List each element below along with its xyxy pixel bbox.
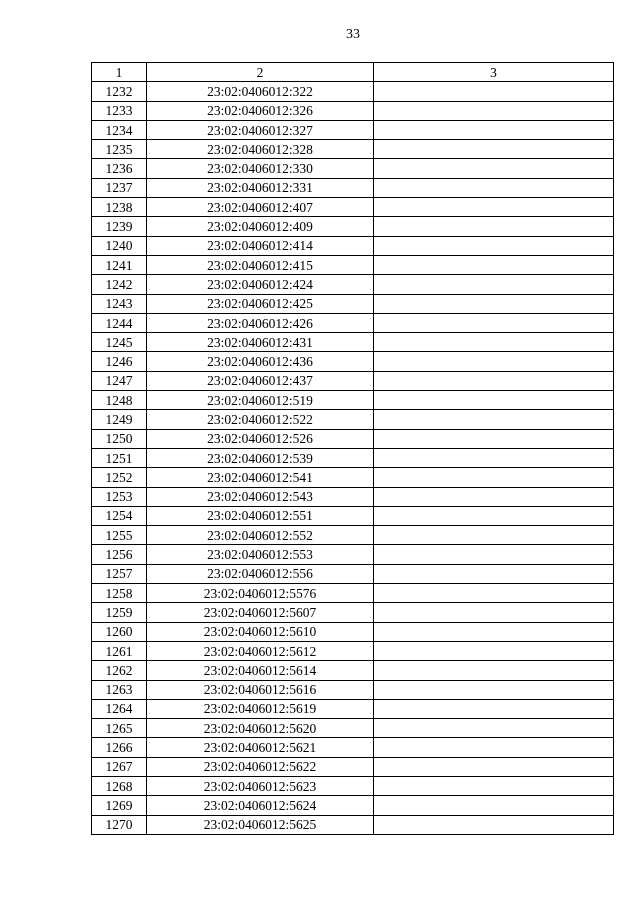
- table-row: [92, 313, 614, 332]
- row-number-cell: 1259: [92, 603, 147, 622]
- row-number-cell: 1243: [92, 294, 147, 313]
- cadastral-number-cell: 23:02:0406012:409: [147, 217, 374, 236]
- note-cell: [374, 680, 614, 699]
- table-row: [92, 120, 614, 139]
- cadastral-number-cell: 23:02:0406012:437: [147, 371, 374, 390]
- note-cell: [374, 448, 614, 467]
- row-number-cell: 1250: [92, 429, 147, 448]
- table-row: [92, 584, 614, 603]
- note-cell: [374, 352, 614, 371]
- note-cell: [374, 738, 614, 757]
- cadastral-number-cell: 23:02:0406012:425: [147, 294, 374, 313]
- row-number-cell: 1263: [92, 680, 147, 699]
- row-number-cell: 1232: [92, 82, 147, 101]
- cadastral-number-cell: 23:02:0406012:5623: [147, 776, 374, 795]
- table-row: [92, 641, 614, 660]
- row-number-cell: 1257: [92, 564, 147, 583]
- table-row: [92, 352, 614, 371]
- note-cell: [374, 275, 614, 294]
- row-number-cell: 1254: [92, 506, 147, 525]
- cadastral-number-cell: 23:02:0406012:541: [147, 468, 374, 487]
- row-number-cell: 1248: [92, 391, 147, 410]
- row-number-cell: 1253: [92, 487, 147, 506]
- cadastral-number-cell: 23:02:0406012:322: [147, 82, 374, 101]
- note-cell: [374, 82, 614, 101]
- note-cell: [374, 101, 614, 120]
- row-number-cell: 1261: [92, 641, 147, 660]
- note-cell: [374, 198, 614, 217]
- note-cell: [374, 468, 614, 487]
- row-number-cell: 1262: [92, 661, 147, 680]
- table-row: [92, 198, 614, 217]
- cadastral-number-cell: 23:02:0406012:5624: [147, 796, 374, 815]
- table-row: [92, 815, 614, 834]
- row-number-cell: 1252: [92, 468, 147, 487]
- cadastral-number-cell: 23:02:0406012:426: [147, 313, 374, 332]
- row-number-cell: 1247: [92, 371, 147, 390]
- cadastral-number-cell: 23:02:0406012:5619: [147, 699, 374, 718]
- note-cell: [374, 294, 614, 313]
- note-cell: [374, 371, 614, 390]
- cadastral-number-cell: 23:02:0406012:556: [147, 564, 374, 583]
- table-body: [92, 82, 614, 835]
- table-row: [92, 680, 614, 699]
- note-cell: [374, 429, 614, 448]
- cadastral-number-cell: 23:02:0406012:5614: [147, 661, 374, 680]
- row-number-cell: 1244: [92, 313, 147, 332]
- table-row: [92, 545, 614, 564]
- row-number-cell: 1234: [92, 120, 147, 139]
- table-row: [92, 333, 614, 352]
- table-header-row: [92, 63, 614, 82]
- note-cell: [374, 217, 614, 236]
- cadastral-number-cell: 23:02:0406012:436: [147, 352, 374, 371]
- note-cell: [374, 410, 614, 429]
- note-cell: [374, 255, 614, 274]
- cadastral-number-cell: 23:02:0406012:328: [147, 140, 374, 159]
- note-cell: [374, 313, 614, 332]
- table-row: [92, 699, 614, 718]
- note-cell: [374, 564, 614, 583]
- cadastral-number-cell: 23:02:0406012:326: [147, 101, 374, 120]
- cadastral-number-cell: 23:02:0406012:407: [147, 198, 374, 217]
- row-number-cell: 1270: [92, 815, 147, 834]
- note-cell: [374, 120, 614, 139]
- row-number-cell: 1255: [92, 526, 147, 545]
- note-cell: [374, 487, 614, 506]
- table-row: [92, 468, 614, 487]
- note-cell: [374, 719, 614, 738]
- row-number-cell: 1264: [92, 699, 147, 718]
- row-number-cell: 1251: [92, 448, 147, 467]
- table-row: [92, 429, 614, 448]
- cadastral-number-cell: 23:02:0406012:5621: [147, 738, 374, 757]
- row-number-cell: 1266: [92, 738, 147, 757]
- cadastral-number-cell: 23:02:0406012:331: [147, 178, 374, 197]
- row-number-cell: 1240: [92, 236, 147, 255]
- row-number-cell: 1256: [92, 545, 147, 564]
- table-row: [92, 410, 614, 429]
- row-number-cell: 1268: [92, 776, 147, 795]
- cadastral-number-cell: 23:02:0406012:526: [147, 429, 374, 448]
- cadastral-number-cell: 23:02:0406012:327: [147, 120, 374, 139]
- column-header-2: 2: [147, 63, 374, 82]
- note-cell: [374, 545, 614, 564]
- row-number-cell: 1236: [92, 159, 147, 178]
- cadastral-number-cell: 23:02:0406012:522: [147, 410, 374, 429]
- row-number-cell: 1258: [92, 584, 147, 603]
- table-row: [92, 101, 614, 120]
- note-cell: [374, 178, 614, 197]
- note-cell: [374, 622, 614, 641]
- table-row: [92, 159, 614, 178]
- table-row: [92, 506, 614, 525]
- note-cell: [374, 391, 614, 410]
- table-row: [92, 294, 614, 313]
- table-row: [92, 487, 614, 506]
- cadastral-number-cell: 23:02:0406012:5622: [147, 757, 374, 776]
- table-row: [92, 178, 614, 197]
- table-row: [92, 448, 614, 467]
- cadastral-number-cell: 23:02:0406012:551: [147, 506, 374, 525]
- table-row: [92, 217, 614, 236]
- note-cell: [374, 584, 614, 603]
- table-row: [92, 719, 614, 738]
- table-row: [92, 371, 614, 390]
- note-cell: [374, 757, 614, 776]
- cadastral-number-cell: 23:02:0406012:5610: [147, 622, 374, 641]
- cadastral-number-cell: 23:02:0406012:330: [147, 159, 374, 178]
- cadastral-number-cell: 23:02:0406012:5616: [147, 680, 374, 699]
- row-number-cell: 1246: [92, 352, 147, 371]
- table-row: [92, 796, 614, 815]
- column-header-1: 1: [92, 63, 147, 82]
- cadastral-number-cell: 23:02:0406012:5620: [147, 719, 374, 738]
- table-row: [92, 622, 614, 641]
- table-row: [92, 776, 614, 795]
- row-number-cell: 1235: [92, 140, 147, 159]
- row-number-cell: 1267: [92, 757, 147, 776]
- cadastral-number-cell: 23:02:0406012:431: [147, 333, 374, 352]
- row-number-cell: 1239: [92, 217, 147, 236]
- table-row: [92, 564, 614, 583]
- cadastral-number-cell: 23:02:0406012:519: [147, 391, 374, 410]
- row-number-cell: 1249: [92, 410, 147, 429]
- note-cell: [374, 159, 614, 178]
- cadastral-number-cell: 23:02:0406012:5576: [147, 584, 374, 603]
- note-cell: [374, 661, 614, 680]
- table-row: [92, 82, 614, 101]
- row-number-cell: 1242: [92, 275, 147, 294]
- cadastral-number-cell: 23:02:0406012:5612: [147, 641, 374, 660]
- cadastral-number-cell: 23:02:0406012:539: [147, 448, 374, 467]
- cadastral-number-cell: 23:02:0406012:5625: [147, 815, 374, 834]
- table-row: [92, 140, 614, 159]
- table-row: [92, 275, 614, 294]
- table-row: [92, 661, 614, 680]
- table-row: [92, 255, 614, 274]
- note-cell: [374, 815, 614, 834]
- cadastral-number-cell: 23:02:0406012:5607: [147, 603, 374, 622]
- table-row: [92, 757, 614, 776]
- note-cell: [374, 603, 614, 622]
- note-cell: [374, 333, 614, 352]
- note-cell: [374, 796, 614, 815]
- row-number-cell: 1237: [92, 178, 147, 197]
- table-row: [92, 526, 614, 545]
- column-header-3: 3: [374, 63, 614, 82]
- note-cell: [374, 140, 614, 159]
- page-number: 33: [346, 27, 360, 42]
- cadastral-table: [91, 62, 614, 835]
- note-cell: [374, 506, 614, 525]
- row-number-cell: 1265: [92, 719, 147, 738]
- note-cell: [374, 236, 614, 255]
- cadastral-number-cell: 23:02:0406012:553: [147, 545, 374, 564]
- row-number-cell: 1245: [92, 333, 147, 352]
- note-cell: [374, 699, 614, 718]
- row-number-cell: 1238: [92, 198, 147, 217]
- note-cell: [374, 641, 614, 660]
- cadastral-number-cell: 23:02:0406012:415: [147, 255, 374, 274]
- table-row: [92, 603, 614, 622]
- table-row: [92, 236, 614, 255]
- table-row: [92, 738, 614, 757]
- row-number-cell: 1260: [92, 622, 147, 641]
- note-cell: [374, 526, 614, 545]
- row-number-cell: 1241: [92, 255, 147, 274]
- table-row: [92, 391, 614, 410]
- cadastral-number-cell: 23:02:0406012:552: [147, 526, 374, 545]
- row-number-cell: 1269: [92, 796, 147, 815]
- note-cell: [374, 776, 614, 795]
- row-number-cell: 1233: [92, 101, 147, 120]
- cadastral-number-cell: 23:02:0406012:414: [147, 236, 374, 255]
- cadastral-number-cell: 23:02:0406012:424: [147, 275, 374, 294]
- cadastral-number-cell: 23:02:0406012:543: [147, 487, 374, 506]
